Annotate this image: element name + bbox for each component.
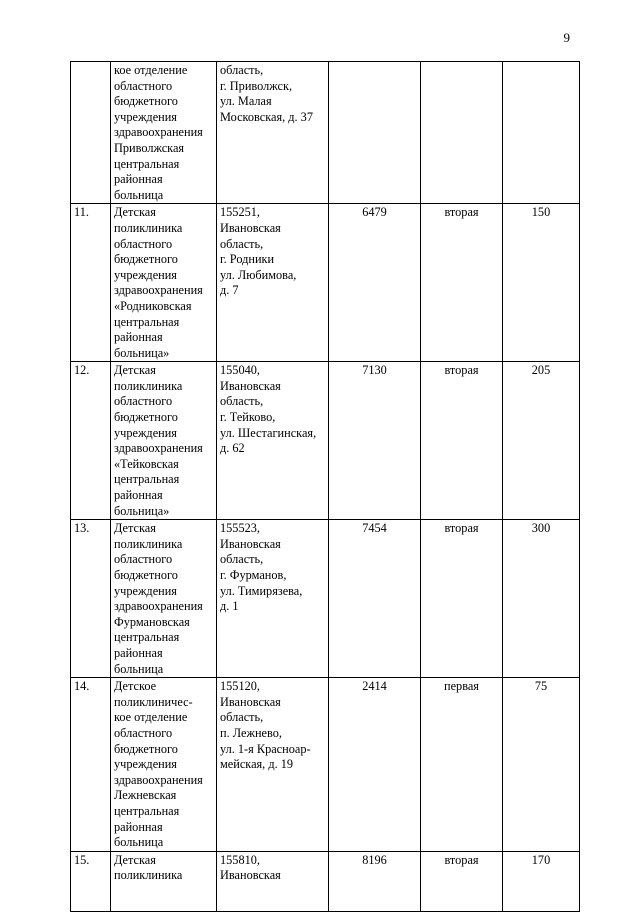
facility-address-line: ул. Малая bbox=[220, 94, 272, 109]
category-value bbox=[421, 62, 503, 204]
facility-name-line: Детская bbox=[114, 521, 156, 536]
row-number bbox=[71, 62, 111, 204]
facility-name-line: поликлиника bbox=[114, 378, 183, 393]
facility-name-line: центральная bbox=[114, 803, 180, 818]
facility-address-line: 155810, bbox=[220, 852, 260, 867]
visits-value: 170 bbox=[503, 851, 580, 911]
table-row bbox=[71, 204, 580, 362]
facility-name-line: здравоохранения bbox=[114, 125, 203, 140]
facility-address-line: мейская, д. 19 bbox=[220, 757, 294, 772]
facility-address-line: 155523, bbox=[220, 521, 260, 536]
facility-name-line: «Родниковская bbox=[114, 298, 192, 313]
facility-address-line: 155251, bbox=[220, 205, 260, 220]
facility-address bbox=[217, 362, 329, 520]
facility-name-line: бюджетного bbox=[114, 568, 178, 582]
facility-name-line: учреждения bbox=[114, 109, 177, 124]
facility-name-line: районная bbox=[114, 172, 163, 187]
facility-address-line: д. 1 bbox=[220, 599, 239, 614]
facility-name-line: бюджетного bbox=[114, 741, 178, 756]
facility-name-line: областного bbox=[114, 725, 173, 740]
visits-value: 205 bbox=[503, 362, 580, 520]
category-value: вторая bbox=[421, 851, 503, 911]
facility-name-line: учреждения bbox=[114, 425, 177, 440]
row-number: 15. bbox=[71, 851, 111, 911]
category-value: первая bbox=[421, 678, 503, 852]
facility-name-line: больница» bbox=[114, 503, 170, 518]
facility-name-line: поликлиника bbox=[114, 220, 183, 235]
facility-name-line: поликлиника bbox=[114, 868, 183, 883]
facility-name-line: Фурмановская bbox=[114, 614, 190, 629]
facility-name-line: больница bbox=[114, 835, 164, 850]
facility-address-line: Ивановская bbox=[220, 868, 281, 883]
row-number: 11. bbox=[71, 204, 111, 362]
table-row bbox=[71, 362, 580, 520]
facility-name-line: бюджетного bbox=[114, 252, 178, 267]
facility-name-line: бюджетного bbox=[114, 94, 178, 109]
facility-name-line: кое отделение bbox=[114, 710, 188, 725]
facility-name-line: больница» bbox=[114, 345, 170, 360]
facility-name bbox=[111, 678, 217, 852]
facility-name-line: бюджетного bbox=[114, 410, 178, 425]
facility-address-line: область, bbox=[220, 394, 264, 409]
category-value: вторая bbox=[421, 362, 503, 520]
facility-name-line: кое отделение bbox=[114, 63, 188, 77]
facility-address bbox=[217, 851, 329, 911]
category-value: вторая bbox=[421, 204, 503, 362]
facility-name-line: центральная bbox=[114, 156, 180, 171]
facility-address-line: д. 7 bbox=[220, 283, 239, 298]
population-value: 7454 bbox=[329, 520, 421, 678]
facility-name-line: учреждения bbox=[114, 757, 177, 772]
population-value: 6479 bbox=[329, 204, 421, 362]
facility-name-line: «Тейковская bbox=[114, 456, 179, 471]
facility-name-line: районная bbox=[114, 488, 163, 503]
facility-name-line: здравоохранения bbox=[114, 283, 203, 298]
table-row bbox=[71, 62, 580, 204]
visits-value: 75 bbox=[503, 678, 580, 852]
facility-name bbox=[111, 851, 217, 911]
facility-address-line: область, bbox=[220, 236, 264, 251]
facility-name-line: Детская bbox=[114, 852, 156, 867]
facility-address-line: г. Тейково, bbox=[220, 410, 276, 425]
facility-address-line: п. Лежнево, bbox=[220, 725, 282, 740]
facility-address-line: 155040, bbox=[220, 363, 260, 378]
facility-address bbox=[217, 520, 329, 678]
table-row bbox=[71, 520, 580, 678]
facility-name bbox=[111, 520, 217, 678]
facility-name-line: больница bbox=[114, 187, 164, 202]
facility-address-line: ул. Шестагинская, bbox=[220, 425, 317, 440]
population-value: 8196 bbox=[329, 851, 421, 911]
facility-name-line: областного bbox=[114, 552, 173, 567]
facility-name bbox=[111, 204, 217, 362]
facility-address bbox=[217, 204, 329, 362]
facility-address-line: ул. Любимова, bbox=[220, 267, 297, 282]
table-row bbox=[71, 851, 580, 911]
population-value: 7130 bbox=[329, 362, 421, 520]
facility-address-line: Московская, д. 37 bbox=[220, 109, 313, 124]
facility-address-line: г. Родники bbox=[220, 252, 275, 267]
facility-address-line: область, bbox=[220, 710, 264, 725]
facility-address-line: Ивановская bbox=[220, 536, 281, 551]
facility-address-line: Ивановская bbox=[220, 694, 281, 709]
facility-address-line: ул. 1-я Красноар- bbox=[220, 741, 311, 756]
facility-name-line: Детская bbox=[114, 205, 156, 220]
facility-name-line: областного bbox=[114, 78, 173, 93]
facility-name-line: районная bbox=[114, 645, 163, 660]
facility-address bbox=[217, 62, 329, 204]
facility-address-line: г. Приволжск, bbox=[220, 78, 293, 93]
category-value: вторая bbox=[421, 520, 503, 678]
facility-name-line: областного bbox=[114, 394, 173, 409]
facility-name-line: Приволжская bbox=[114, 140, 185, 155]
facility-name-line: здравоохранения bbox=[114, 772, 203, 787]
facility-address-line: область, bbox=[220, 63, 264, 77]
facility-name-line: Детское bbox=[114, 679, 157, 694]
facility-name-line: больница bbox=[114, 661, 164, 676]
facility-name-line: районная bbox=[114, 330, 163, 345]
facility-name-line: поликлиника bbox=[114, 536, 183, 551]
population-value: 2414 bbox=[329, 678, 421, 852]
facility-name-line: здравоохранения bbox=[114, 441, 203, 456]
facility-address-line: 155120, bbox=[220, 679, 260, 694]
facility-address-line: Ивановская bbox=[220, 220, 281, 235]
facility-name-line: центральная bbox=[114, 472, 180, 487]
facility-name bbox=[111, 362, 217, 520]
facility-address-line: г. Фурманов, bbox=[220, 568, 287, 582]
visits-value bbox=[503, 62, 580, 204]
population-value bbox=[329, 62, 421, 204]
facility-name-line: Лежневская bbox=[114, 788, 177, 803]
facility-name bbox=[111, 62, 217, 204]
facility-name-line: учреждения bbox=[114, 267, 177, 282]
facility-name-line: учреждения bbox=[114, 583, 177, 598]
visits-value: 150 bbox=[503, 204, 580, 362]
row-number: 14. bbox=[71, 678, 111, 852]
facility-address-line: ул. Тимирязева, bbox=[220, 583, 303, 598]
facility-address-line: область, bbox=[220, 552, 264, 567]
facility-name-line: центральная bbox=[114, 630, 180, 645]
visits-value: 300 bbox=[503, 520, 580, 678]
facility-address bbox=[217, 678, 329, 852]
facility-address-line: Ивановская bbox=[220, 378, 281, 393]
table-row bbox=[71, 678, 580, 852]
page-number: 9 bbox=[563, 30, 570, 45]
facility-name-line: районная bbox=[114, 819, 163, 834]
facility-address-line: д. 62 bbox=[220, 441, 245, 456]
facility-name-line: здравоохранения bbox=[114, 599, 203, 614]
facility-name-line: поликлиничес- bbox=[114, 694, 193, 709]
row-number: 13. bbox=[71, 520, 111, 678]
facilities-table bbox=[70, 61, 580, 912]
facility-name-line: центральная bbox=[114, 314, 180, 329]
facility-name-line: Детская bbox=[114, 363, 156, 378]
facility-name-line: областного bbox=[114, 236, 173, 251]
row-number: 12. bbox=[71, 362, 111, 520]
